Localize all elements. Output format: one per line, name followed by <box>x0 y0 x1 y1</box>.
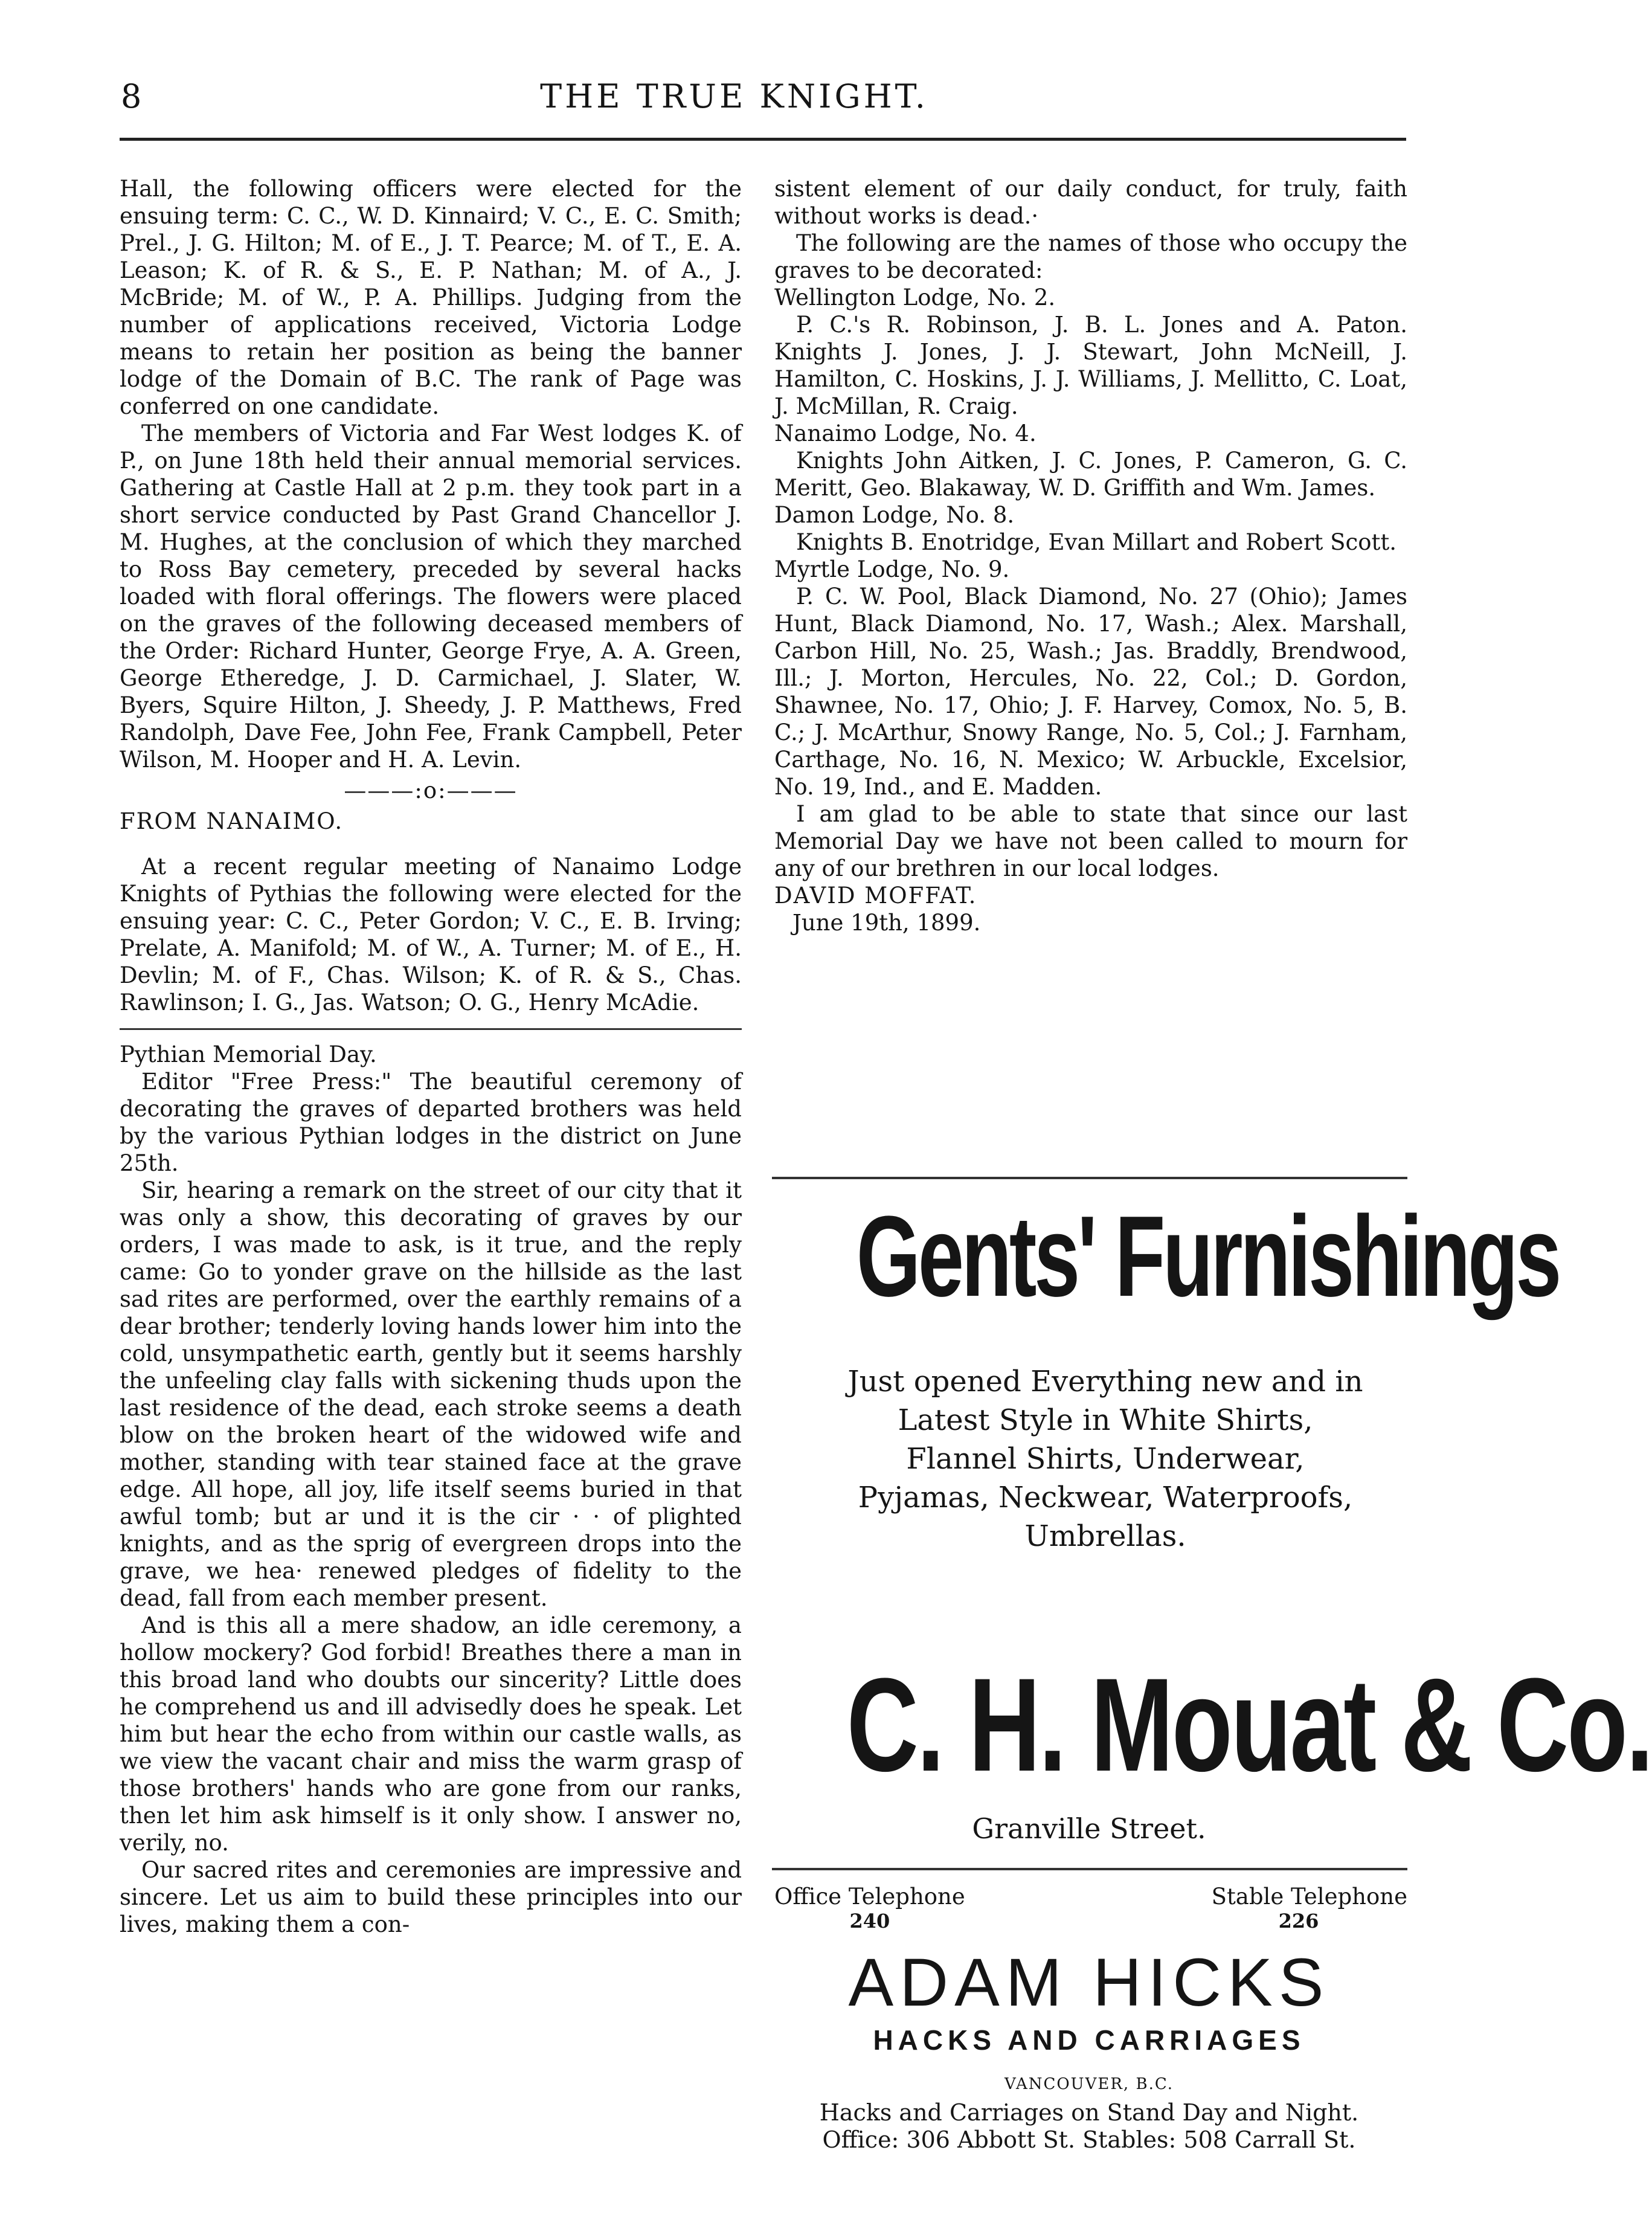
ad-top-rule <box>772 1177 1407 1179</box>
dateline: June 19th, 1899. <box>792 910 981 936</box>
lodge-heading: Damon Lodge, No. 8. <box>774 502 1015 528</box>
header-rule <box>120 138 1406 141</box>
article-paragraph: sistent element of our daily conduct, for truly, faith without works is dead.· <box>774 176 1407 229</box>
stable-telephone-label: Stable Telephone <box>1211 1884 1407 1910</box>
stable-telephone <box>1190 1885 1407 1933</box>
article-paragraph: The following are the names of those who occupy the graves to be decorated: <box>774 230 1407 283</box>
left-column <box>120 175 742 1938</box>
lodge-members: P. C.'s R. Robinson, J. B. L. Jones and A. Paton. Knights J. Jones, J. J. Stewart, John McNeill, J. Hamilton, C. Hoskins, J. J. Williams, J. Mellitto, C. Loat, J. McMillan, R. Craig. <box>774 312 1407 419</box>
article-paragraph: And is this all a mere shadow, an idle ceremony, a hollow mockery? God forbid! Breathes there a man in this broad land who doubts our sincerity? Little does he comprehend us and ill advisedly does he speak. Let him but hear the echo from within our castle walls, as we view the vacant chair and miss the warm grasp of those brothers' hands who are gone from our ranks, then let him ask himself is it only show. I answer no, verily, no. <box>120 1612 742 1856</box>
section-heading: Pythian Memorial Day. <box>120 1041 377 1067</box>
lodge-heading: Myrtle Lodge, No. 9. <box>774 556 1010 582</box>
stable-telephone-number: 226 <box>1278 1910 1319 1933</box>
ad-headline-gents-furnishings: Gents' Furnishings <box>856 1192 1560 1321</box>
office-telephone-number: 240 <box>849 1910 890 1933</box>
ad-business-name: ADAM HICKS <box>848 1945 1330 2020</box>
article-paragraph: I am glad to be able to state that since our last Memorial Day we have not been called to mourn for any of our brethren in our local lodges. <box>774 801 1407 881</box>
page-header <box>0 77 1468 126</box>
article-paragraph: Editor "Free Press:" The beautiful ceremony of decorating the graves of departed brothers was held by the various Pythian lodges in the district on June 25th. <box>120 1069 742 1176</box>
ad-address-line: Office: 306 Abbott St. Stables: 508 Carrall St. <box>822 2126 1356 2153</box>
ad-divider-rule <box>772 1868 1407 1870</box>
right-column <box>774 175 1407 936</box>
ad-tagline: HACKS AND CARRIAGES <box>873 2024 1305 2056</box>
section-separator: ———:o:——— <box>344 777 518 803</box>
lodge-heading: Nanaimo Lodge, No. 4. <box>774 420 1037 446</box>
article-paragraph: At a recent regular meeting of Nanaimo Lodge Knights of Pythias the following were elected for the ensuing year: C. C., Peter Gordon; V. C., E. B. Irving; Prelate, A. Manifold; M. of W., A. Turner; M. of E., H. Devlin; M. of F., Chas. Wilson; K. of R. & S., Chas. Rawlinson; I. G., Jas. Watson; O. G., Henry McAdie. <box>120 854 742 1015</box>
article-paragraph: Hall, the following officers were elected for the ensuing term: C. C., W. D. Kinnaird; V. C., E. C. Smith; Prel., J. G. Hilton; M. of E., J. T. Pearce; M. of T., E. A. Leason; K. of R. & S., E. P. Nathan; M. of A., J. McBride; M. of W., P. A. Phillips. Judging from the number of applications received, Victoria Lodge means to retain her position as being the banner lodge of the Domain of B.C. The rank of Page was conferred on one candidate. <box>120 176 742 419</box>
section-heading: FROM NANAIMO. <box>120 808 344 834</box>
ad-company-name: C. H. Mouat & Co. <box>846 1650 1652 1799</box>
office-telephone-label: Office Telephone <box>774 1884 965 1910</box>
ad-copy: Just opened Everything new and in Latest Style in White Shirts, Flannel Shirts, Underwear, Pyjamas, Neckwear, Waterproofs, Umbrellas. <box>847 1365 1363 1553</box>
lodge-members: Knights John Aitken, J. C. Jones, P. Cameron, G. C. Meritt, Geo. Blakaway, W. D. Griffith and Wm. James. <box>774 448 1407 501</box>
ad-city: VANCOUVER, B.C. <box>1004 2075 1174 2093</box>
article-paragraph: The members of Victoria and Far West lodges K. of P., on June 18th held their annual memorial services. Gathering at Castle Hall at 2 p.m. they took part in a short service conducted by Past Grand Chancellor J. M. Hughes, at the conclusion of which they marched to Ross Bay cemetery, preceded by several hacks loaded with floral offerings. The flowers were placed on the graves of the following deceased members of the Order: Richard Hunter, George Frye, A. A. Green, George Etheredge, J. D. Carmichael, J. Slater, W. Byers, Squire Hilton, J. Sheedy, J. P. Matthews, Fred Randolph, Dave Fee, John Fee, Frank Campbell, Peter Wilson, M. Hooper and H. A. Levin. <box>120 420 742 773</box>
article-paragraph: Our sacred rites and ceremonies are impressive and sincere. Let us aim to build these principles into our lives, making them a con- <box>120 1857 742 1937</box>
office-telephone <box>774 1885 965 1933</box>
signature: DAVID MOFFAT. <box>774 883 977 909</box>
ad-service-line: Hacks and Carriages on Stand Day and Night. <box>819 2099 1359 2126</box>
running-title: THE TRUE KNIGHT. <box>540 77 928 115</box>
page-number: 8 <box>121 77 142 115</box>
article-paragraph: Sir, hearing a remark on the street of our city that it was only a show, this decorating of graves by our orders, I was made to ask, is it true, and the reply came: Go to yonder grave on the hillside as the last sad rites are performed, over the earthly remains of a dear brother; tenderly loving hands lower him into the cold, unsympathetic earth, gently but it seems harshly the unfeeling clay falls with sickening thuds upon the last residence of the dead, each stroke seems a death blow on the broken heart of the widowed wife and mother, standing with tear stained face at the grave edge. All hope, all joy, life itself seems buried in that awful tomb; but ar und it is the cir · · of plighted knights, and as the sprig of evergreen drops into the grave, we hea· renewed pledges of fidelity to the dead, fall from each member present. <box>120 1177 742 1611</box>
lodge-heading: Wellington Lodge, No. 2. <box>774 285 1056 311</box>
column-rule <box>120 1028 742 1030</box>
lodge-members: P. C. W. Pool, Black Diamond, No. 27 (Ohio); James Hunt, Black Diamond, No. 17, Wash.; Alex. Marshall, Carbon Hill, No. 25, Wash.; Jas. Braddly, Brendwood, Ill.; J. Morton, Hercules, No. 22, Col.; D. Gordon, Shawnee, No. 17, Ohio; J. F. Harvey, Comox, No. 5, B. C.; J. McArthur, Snowy Range, No. 5, Col.; J. Farnham, Carthage, No. 16, N. Mexico; W. Arbuckle, Excelsior, No. 19, Ind., and E. Madden. <box>774 584 1407 800</box>
ad-address: Granville Street. <box>972 1812 1206 1845</box>
lodge-members: Knights B. Enotridge, Evan Millart and Robert Scott. <box>796 529 1396 555</box>
